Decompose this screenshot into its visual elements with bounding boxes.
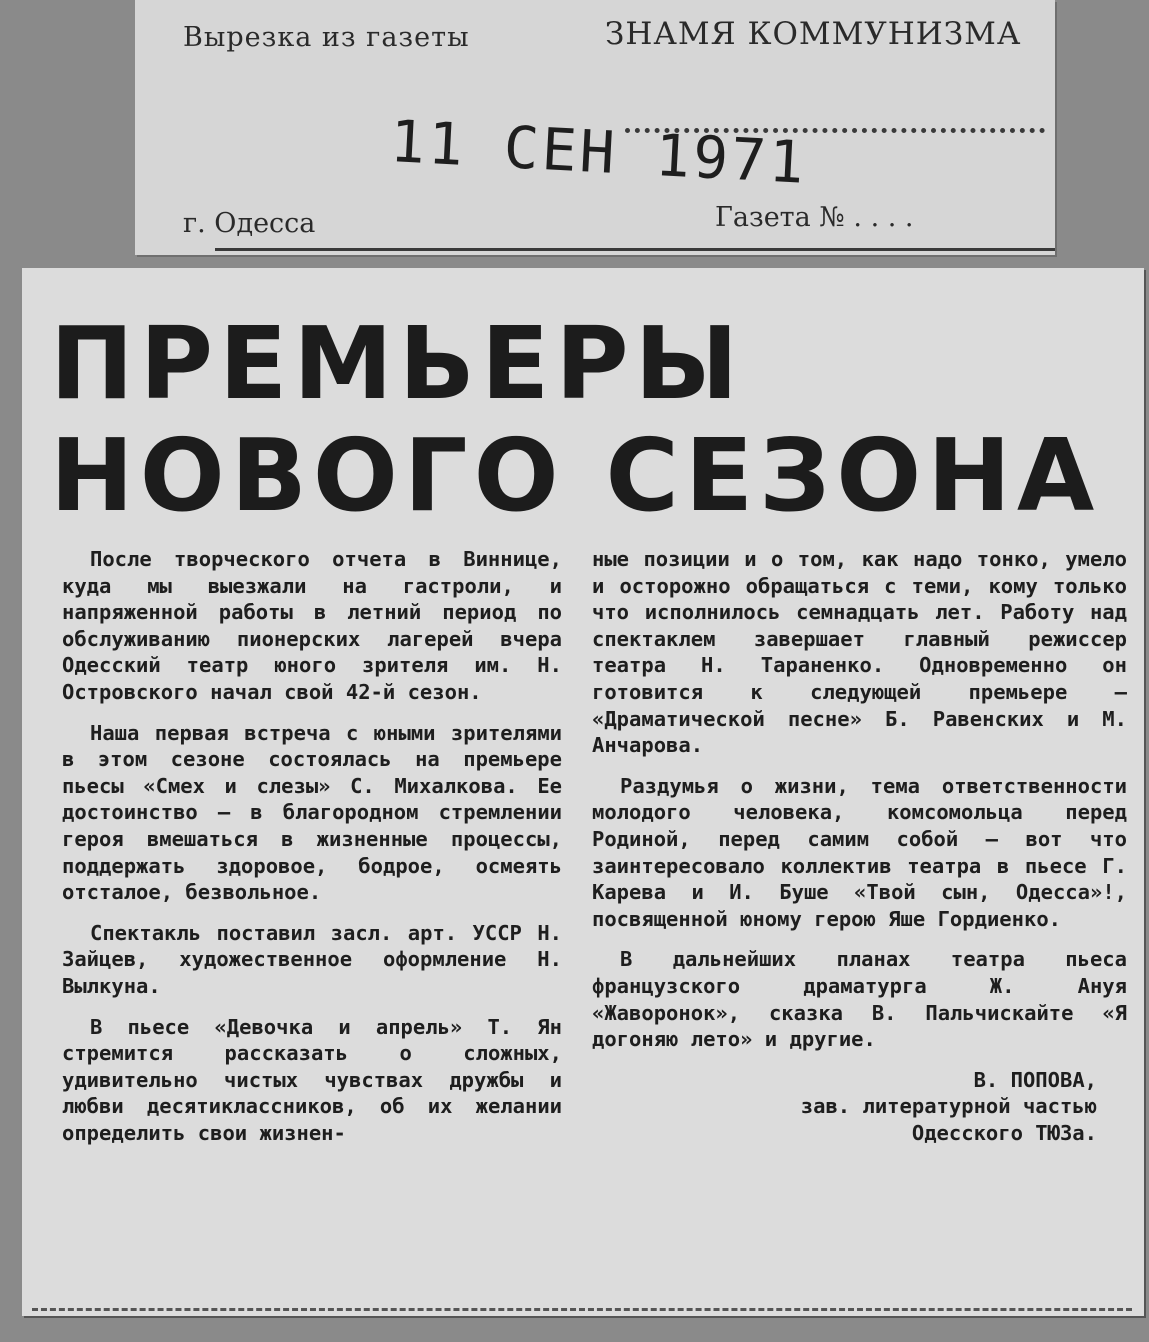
paragraph: После творческого отчета в Виннице, куда мы выезжали на гастроли, и напряженной работы в летний период по обслуживанию пионерских лагерей вчера Одесский театр юного зрителя им. Н. Островского начал свой 42-й сезон. [62, 547, 562, 704]
article-column-left [62, 546, 562, 1160]
newspaper-name: ЗНАМЯ КОММУНИЗМА [605, 16, 1022, 52]
paragraph: Спектакль поставил засл. арт. УССР Н. Зайцев, художественное оформление Н. Вылкуна. [62, 920, 562, 998]
author-role: зав. литературной частью [800, 1094, 1097, 1119]
paragraph: В дальнейших планах театра пьеса французского драматурга Ж. Ануя «Жаворонок», сказка В. Пальчискайте «Я догоняю лето» и другие. [592, 947, 1127, 1052]
bottom-dashed-edge [32, 1308, 1132, 1311]
paragraph: Раздумья о жизни, тема ответственности молодого человека, комсомольца перед Родиной, перед самим собой — вот что заинтересовало коллектив театра в пьесе Г. Карева и И. Буше «Твой сын, Одесса»!, посвященной юному герою Яше Гордиенко. [592, 773, 1127, 931]
article-clipping [22, 268, 1144, 1316]
city-label: г. Одесса [183, 208, 316, 239]
issue-label: Газета № . . . . [715, 202, 914, 233]
paragraph: В пьесе «Девочка и апрель» Т. Ян стремится рассказать о сложных, удивительно чистых чувствах дружбы и любви десятиклассников, об их желании определить свои жизнен- [62, 1014, 562, 1145]
header-rule [215, 248, 1055, 251]
article-column-right [592, 546, 1127, 1146]
paragraph: Наша первая встреча с юными зрителями в этом сезоне состоялась на премьере пьесы «Смех и слезы» С. Михалкова. Ее достоинство — в благородном стремлении героя вмешаться в жизненные процессы, поддержать здоровое, бодрое, осмеять отсталое, безвольное. [62, 720, 562, 905]
paragraph: ные позиции и о том, как надо тонко, умело и осторожно обращаться с теми, кому только что исполнилось семнадцать лет. Работу над спектаклем завершает главный режиссер театра Н. Тараненко. Одновременно он готовится к следующей премьере — «Драматической песне» Б. Равенских и М. Анчарова. [592, 547, 1127, 758]
author-name: В. ПОПОВА, [973, 1067, 1097, 1092]
clipping-header-slip [135, 0, 1055, 255]
headline-line-1: ПРЕМЬЕРЫ [50, 305, 745, 422]
headline-line-2: НОВОГО СЕЗОНА [50, 417, 1101, 534]
author-org: Одесского ТЮЗа. [911, 1120, 1097, 1145]
clipping-label: Вырезка из газеты [183, 22, 470, 53]
date-stamp: 11 СЕН 1971 [388, 107, 809, 197]
article-headline [50, 305, 1130, 534]
